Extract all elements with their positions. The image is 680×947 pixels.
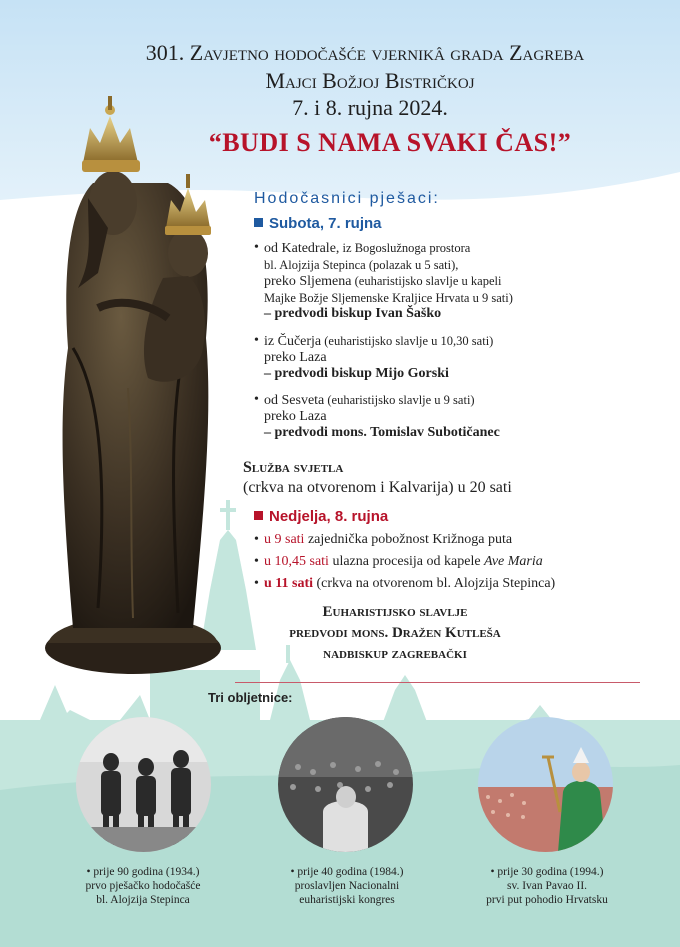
photo-1984-congress <box>278 717 413 852</box>
photo-1934-pilgrimage <box>76 717 211 852</box>
motto: “BUDI S NAMA SVAKI ČAS!” <box>208 128 572 157</box>
bullet-icon: • <box>290 866 298 878</box>
service-of-light-detail: (crkva na otvorenom i Kalvarija) u 20 sati <box>243 479 512 496</box>
divider <box>235 682 640 683</box>
pilgrims-heading: Hodočasnici pješaci: <box>254 190 440 207</box>
photo-1994-papal-visit <box>478 717 613 852</box>
sunday-item-3: • u 11 sati (crkva na otvorenom bl. Alojzija Stepinca) <box>254 576 556 591</box>
saturday-route-2: • iz Čučerja (euharistijsko slavlje u 10,30 sati) preko Laza – predvodi biskup Mijo Gorski <box>254 333 494 381</box>
service-of-light <box>243 458 512 498</box>
bullet-icon: • <box>254 333 259 348</box>
sunday-item-2: • u 10,45 sati ulazna procesija od kapele Ave Maria <box>254 554 543 569</box>
title-line-2: Majci Božjoj Bistričkoj <box>265 68 475 93</box>
anniversaries-heading: Tri obljetnice: <box>208 690 293 705</box>
caption-1934: • prije 90 godina (1934.) prvo pješačko hodočašće bl. Alojzija Stepinca <box>85 866 201 906</box>
saturday-route-1: • od Katedrale, iz Bogoslužnoga prostora bl. Alojzija Stepinca (polazak u 5 sati), preko Sljemena (euharistijsko slavlje u kapeli Majke Božje Sljemenske Kraljice Hrvata u 9 sati) – predvodi biskup Ivan Šaško <box>254 240 513 321</box>
service-of-light-title: Služba svjetla <box>243 459 344 476</box>
bullet-icon: • <box>254 392 259 407</box>
bullet-icon: • <box>254 240 259 255</box>
bullet-icon: • <box>254 576 259 591</box>
title-line-1: 301. Zavjetno hodočašće vjernikâ grada Zagreba <box>145 40 585 65</box>
blue-square-icon <box>254 218 263 227</box>
bullet-icon: • <box>254 554 259 569</box>
sunday-item-1: • u 9 sati zajednička pobožnost Križnoga puta <box>254 532 513 547</box>
saturday-route-3: • od Sesveta (euharistijsko slavlje u 9 sati) preko Laza – predvodi mons. Tomislav Subotičanec <box>254 392 500 440</box>
eucharist-block: Euharistijsko slavlje predvodi mons. Dražen Kutleša nadbiskup zagrebački <box>289 604 501 662</box>
bullet-icon: • <box>254 532 259 547</box>
sunday-heading: Nedjelja, 8. rujna <box>254 508 388 525</box>
statue-madonna-image <box>38 88 228 678</box>
caption-1984: • prije 40 godina (1984.) proslavljen Nacionalni euharistijski kongres <box>290 866 404 906</box>
red-square-icon <box>254 511 263 520</box>
bullet-icon: • <box>86 866 94 878</box>
bullet-icon: • <box>490 866 498 878</box>
saturday-heading: Subota, 7. rujna <box>254 215 382 232</box>
caption-1994: • prije 30 godina (1994.) sv. Ivan Pavao II. prvi put pohodio Hrvatsku <box>486 866 608 906</box>
event-date: 7. i 8. rujna 2024. <box>292 95 448 120</box>
